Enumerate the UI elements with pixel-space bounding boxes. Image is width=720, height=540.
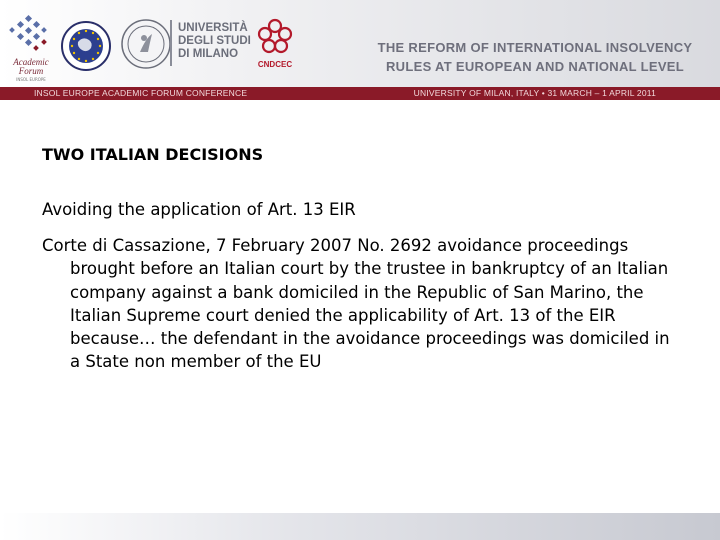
slide-heading: TWO ITALIAN DECISIONS	[42, 145, 264, 164]
cndcec-emblem-icon	[250, 16, 300, 60]
conference-title-line-1: THE REFORM OF INTERNATIONAL INSOLVENCY	[377, 40, 693, 55]
academic-forum-logo	[6, 14, 56, 82]
slide-footer	[0, 513, 720, 540]
insol-europe-globe-icon	[60, 20, 112, 72]
slide-paragraph: Corte di Cassazione, 7 February 2007 No. 2692 avoidance proceedings brought before an Italian court by the trustee in bankruptcy of an Italian company against a bank domiciled in the Republic of San Marino, the Italian Supreme court denied the applicability of Art. 13 of the EIR because… the defendant in the avoidance proceedings was domiciled in a State non member of the EU	[42, 236, 670, 372]
university-seal-logo	[120, 18, 172, 70]
academic-forum-emblem-icon	[6, 14, 56, 58]
conference-title	[360, 38, 710, 76]
university-seal-icon	[120, 18, 172, 70]
cndcec-label: CNDCEC	[257, 60, 293, 69]
conference-title-line-2: RULES AT EUROPEAN AND NATIONAL LEVEL	[385, 59, 684, 74]
band-right-text: UNIVERSITY OF MILAN, ITALY • 31 MARCH – 1 APRIL 2011	[413, 88, 656, 98]
insol-europe-logo	[60, 20, 112, 72]
university-divider	[170, 20, 172, 66]
slide-subheading: Avoiding the application of Art. 13 EIR	[42, 200, 356, 219]
university-name: UNIVERSITÀ DEGLI STUDI DI MILANO	[178, 22, 251, 60]
academic-forum-logo-text: Academic Forum	[13, 57, 49, 76]
band-left-text: INSOL EUROPE ACADEMIC FORUM CONFERENCE	[34, 88, 248, 98]
academic-forum-logo-subtext: INSOL EUROPE	[16, 77, 46, 82]
